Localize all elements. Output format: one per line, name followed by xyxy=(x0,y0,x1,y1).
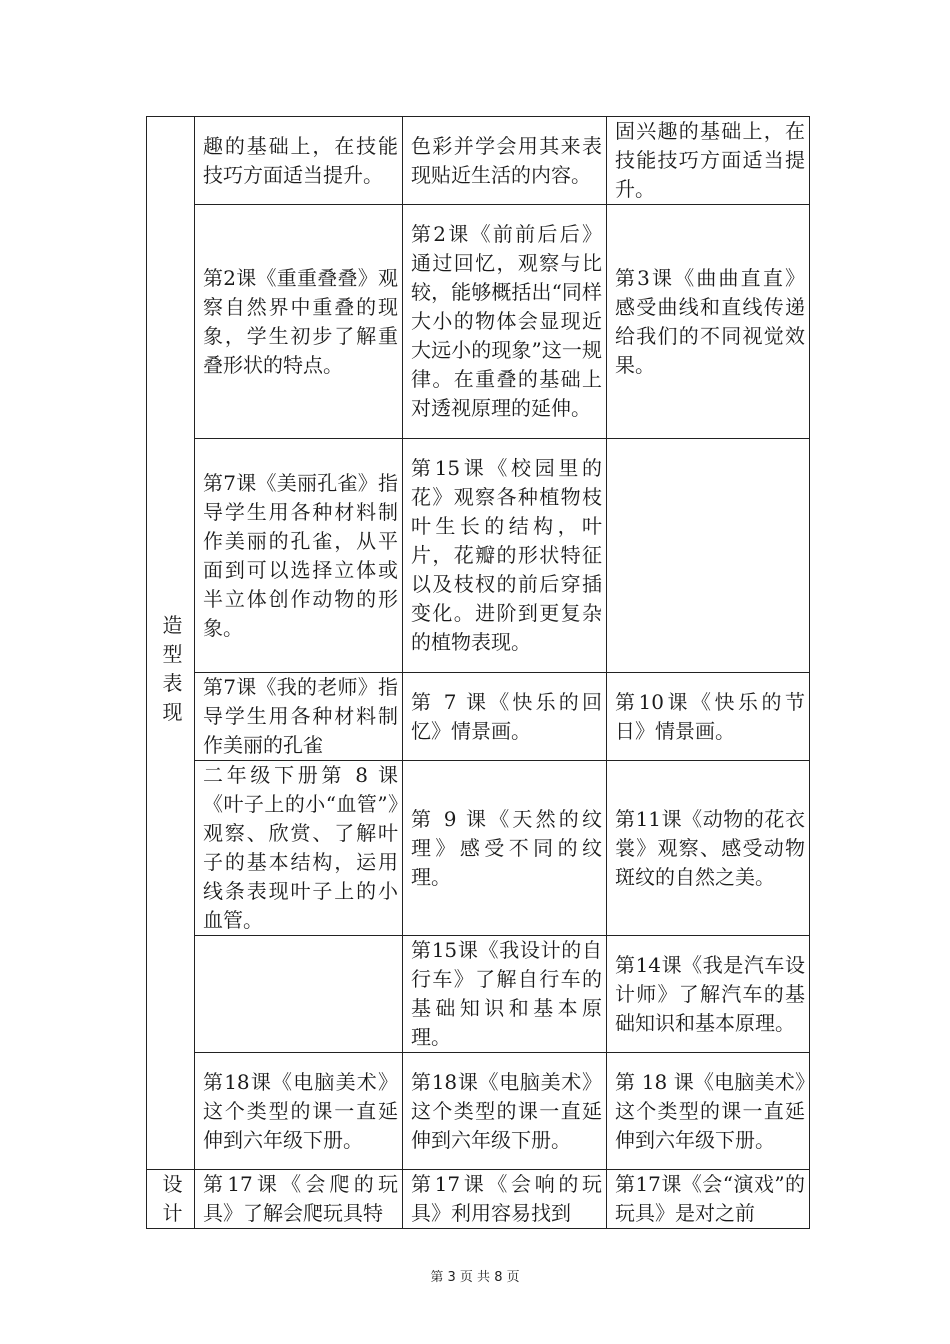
curriculum-table xyxy=(146,116,810,1229)
table-cell: 第11课《动物的花衣裳》观察、感受动物斑纹的自然之美。 xyxy=(607,761,810,936)
table-cell: 固兴趣的基础上，在技能技巧方面适当提升。 xyxy=(607,117,810,205)
table-cell: 第18课《电脑美术》这个类型的课一直延伸到六年级下册。 xyxy=(195,1053,403,1170)
category-label: 设计 xyxy=(162,1172,183,1225)
table-cell: 第 7 课《快乐的回忆》情景画。 xyxy=(403,673,607,761)
table-cell: 第10课《快乐的节日》情景画。 xyxy=(607,673,810,761)
table-cell xyxy=(607,439,810,673)
table-cell: 第17课《会爬的玩具》了解会爬玩具特 xyxy=(195,1170,403,1229)
table-row xyxy=(147,761,810,936)
table-cell: 第2课《重重叠叠》观察自然界中重叠的现象，学生初步了解重叠形状的特点。 xyxy=(195,205,403,439)
table-cell: 第 18 课《电脑美术》这个类型的课一直延伸到六年级下册。 xyxy=(607,1053,810,1170)
table-cell: 第14课《我是汽车设计师》了解汽车的基础知识和基本原理。 xyxy=(607,936,810,1053)
page-footer: 第 3 页 共 8 页 xyxy=(430,1270,520,1285)
table-cell: 色彩并学会用其来表现贴近生活的内容。 xyxy=(403,117,607,205)
table-row xyxy=(147,1053,810,1170)
table-cell: 趣的基础上，在技能技巧方面适当提升。 xyxy=(195,117,403,205)
table-cell: 第2课《前前后后》通过回忆，观察与比较，能够概括出“同样大小的物体会显现近大远小的现象”这一规律。在重叠的基础上对透视原理的延伸。 xyxy=(403,205,607,439)
category-cell-modeling xyxy=(147,117,195,1170)
table-cell: 第17课《会响的玩具》利用容易找到 xyxy=(403,1170,607,1229)
table-cell: 第17课《会“演戏”的玩具》是对之前 xyxy=(607,1170,810,1229)
table-row xyxy=(147,1170,810,1229)
table-row xyxy=(147,673,810,761)
category-cell-design xyxy=(147,1170,195,1229)
table-cell: 第 9 课《天然的纹理》感受不同的纹理。 xyxy=(403,761,607,936)
category-label: 造型表现 xyxy=(162,613,183,724)
table-row xyxy=(147,439,810,673)
table-cell: 第7课《我的老师》指导学生用各种材料制作美丽的孔雀 xyxy=(195,673,403,761)
table-cell: 第7课《美丽孔雀》指导学生用各种材料制作美丽的孔雀，从平面到可以选择立体或半立体创作动物的形象。 xyxy=(195,439,403,673)
table-cell: 第3课《曲曲直直》感受曲线和直线传递给我们的不同视觉效果。 xyxy=(607,205,810,439)
table-row xyxy=(147,117,810,205)
table-cell: 第15课《我设计的自行车》了解自行车的基础知识和基本原理。 xyxy=(403,936,607,1053)
table-cell: 第18课《电脑美术》这个类型的课一直延伸到六年级下册。 xyxy=(403,1053,607,1170)
table-row xyxy=(147,205,810,439)
table-row xyxy=(147,936,810,1053)
table-cell: 第15课《校园里的花》观察各种植物枝叶生长的结构，叶片，花瓣的形状特征以及枝杈的前后穿插变化。进阶到更复杂的植物表现。 xyxy=(403,439,607,673)
table-cell xyxy=(195,936,403,1053)
table-cell: 二年级下册第 8 课《叶子上的小“血管”》观察、欣赏、了解叶子的基本结构，运用线条表现叶子上的小血管。 xyxy=(195,761,403,936)
